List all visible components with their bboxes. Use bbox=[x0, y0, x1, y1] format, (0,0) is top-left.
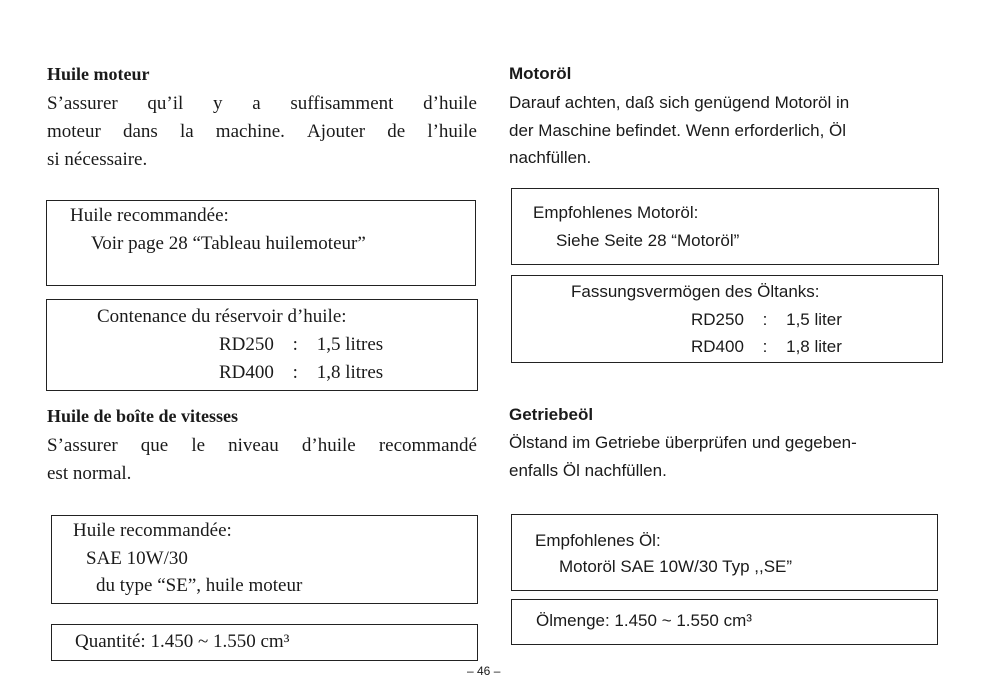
separator: : bbox=[762, 337, 768, 356]
paragraph-line: est normal. bbox=[47, 463, 132, 484]
oil-tank-capacity-box-fr bbox=[46, 299, 478, 391]
word: a bbox=[252, 93, 261, 114]
recommended-oil-box-de bbox=[511, 188, 939, 265]
oil-quantity-box-fr bbox=[51, 624, 478, 661]
recommended-oil-box-fr bbox=[46, 200, 476, 286]
word: recommandé bbox=[378, 435, 477, 456]
capacity-row bbox=[219, 362, 383, 384]
separator: : bbox=[762, 310, 768, 329]
word: S’assurer bbox=[47, 435, 118, 456]
word: de bbox=[387, 121, 406, 142]
paragraph-line: Ölstand im Getriebe überprüfen und gegeben- bbox=[509, 433, 857, 452]
word: la bbox=[179, 121, 194, 142]
oil-quantity-box-de bbox=[511, 599, 938, 645]
paragraph-line: enfalls Öl nachfüllen. bbox=[509, 461, 667, 480]
paragraph-line: si nécessaire. bbox=[47, 149, 148, 170]
word: S’assurer bbox=[47, 93, 118, 114]
word: l’huile bbox=[427, 121, 477, 142]
word: moteur bbox=[47, 121, 101, 142]
separator: : bbox=[292, 362, 298, 383]
oil-tank-capacity-box-de bbox=[511, 275, 943, 363]
model-name: RD400 bbox=[219, 362, 274, 383]
oil-quantity: Ölmenge: 1.450 ~ 1.550 cm³ bbox=[536, 611, 752, 630]
oil-type: du type “SE”, huile moteur bbox=[96, 575, 303, 596]
word: d’huile bbox=[301, 435, 356, 456]
capacity-amount: 1,5 litres bbox=[316, 334, 384, 355]
word: d’huile bbox=[423, 93, 477, 114]
capacity-row bbox=[691, 337, 842, 357]
word: y bbox=[213, 93, 223, 114]
word: machine. bbox=[215, 121, 285, 142]
recommended-oil-value: Motoröl SAE 10W/30 Typ ,,SE” bbox=[559, 557, 793, 576]
paragraph-line: der Maschine befindet. Wenn erforderlich, Öl bbox=[509, 121, 847, 140]
capacity-amount: 1,5 liter bbox=[786, 310, 842, 329]
recommended-gear-oil-box-de bbox=[511, 514, 938, 591]
recommended-oil-value: Voir page 28 “Tableau huilemoteur” bbox=[91, 233, 366, 254]
word: dans bbox=[122, 121, 158, 142]
word: suffisamment bbox=[290, 93, 394, 114]
capacity-label: Contenance du réservoir d’huile: bbox=[97, 306, 347, 327]
capacity-row bbox=[219, 334, 383, 356]
model-name: RD400 bbox=[691, 337, 744, 356]
recommended-oil-label: Empfohlenes Motoröl: bbox=[533, 203, 699, 222]
paragraph-line bbox=[47, 121, 477, 143]
recommended-oil-label: Huile recommandée: bbox=[73, 520, 232, 541]
word: que bbox=[140, 435, 169, 456]
recommended-oil-value: Siehe Seite 28 “Motoröl” bbox=[556, 231, 740, 250]
word: niveau bbox=[228, 435, 279, 456]
oil-grade: SAE 10W/30 bbox=[86, 548, 188, 569]
capacity-label: Fassungsvermögen des Öltanks: bbox=[571, 282, 820, 301]
capacity-amount: 1,8 liter bbox=[786, 337, 842, 356]
oil-quantity: Quantité: 1.450 ~ 1.550 cm³ bbox=[75, 631, 290, 652]
word: qu’il bbox=[147, 93, 184, 114]
page-number: – 46 – bbox=[467, 664, 501, 678]
paragraph-line: nachfüllen. bbox=[509, 148, 592, 167]
section-heading-gearbox-oil-de: Getriebeöl bbox=[509, 405, 594, 424]
model-name: RD250 bbox=[219, 334, 274, 355]
paragraph-line bbox=[47, 93, 477, 115]
capacity-row bbox=[691, 310, 842, 330]
section-heading-gearbox-oil-fr: Huile de boîte de vitesses bbox=[47, 406, 238, 426]
recommended-gear-oil-box-fr bbox=[51, 515, 478, 604]
capacity-amount: 1,8 litres bbox=[316, 362, 384, 383]
section-heading-engine-oil-de: Motoröl bbox=[509, 64, 572, 83]
section-heading-engine-oil-fr: Huile moteur bbox=[47, 64, 150, 84]
separator: : bbox=[292, 334, 298, 355]
recommended-oil-label: Empfohlenes Öl: bbox=[535, 531, 661, 550]
paragraph-line: Darauf achten, daß sich genügend Motoröl in bbox=[509, 93, 850, 112]
word: le bbox=[191, 435, 206, 456]
model-name: RD250 bbox=[691, 310, 744, 329]
paragraph-line bbox=[47, 435, 477, 457]
word: Ajouter bbox=[307, 121, 366, 142]
recommended-oil-label: Huile recommandée: bbox=[70, 205, 229, 226]
